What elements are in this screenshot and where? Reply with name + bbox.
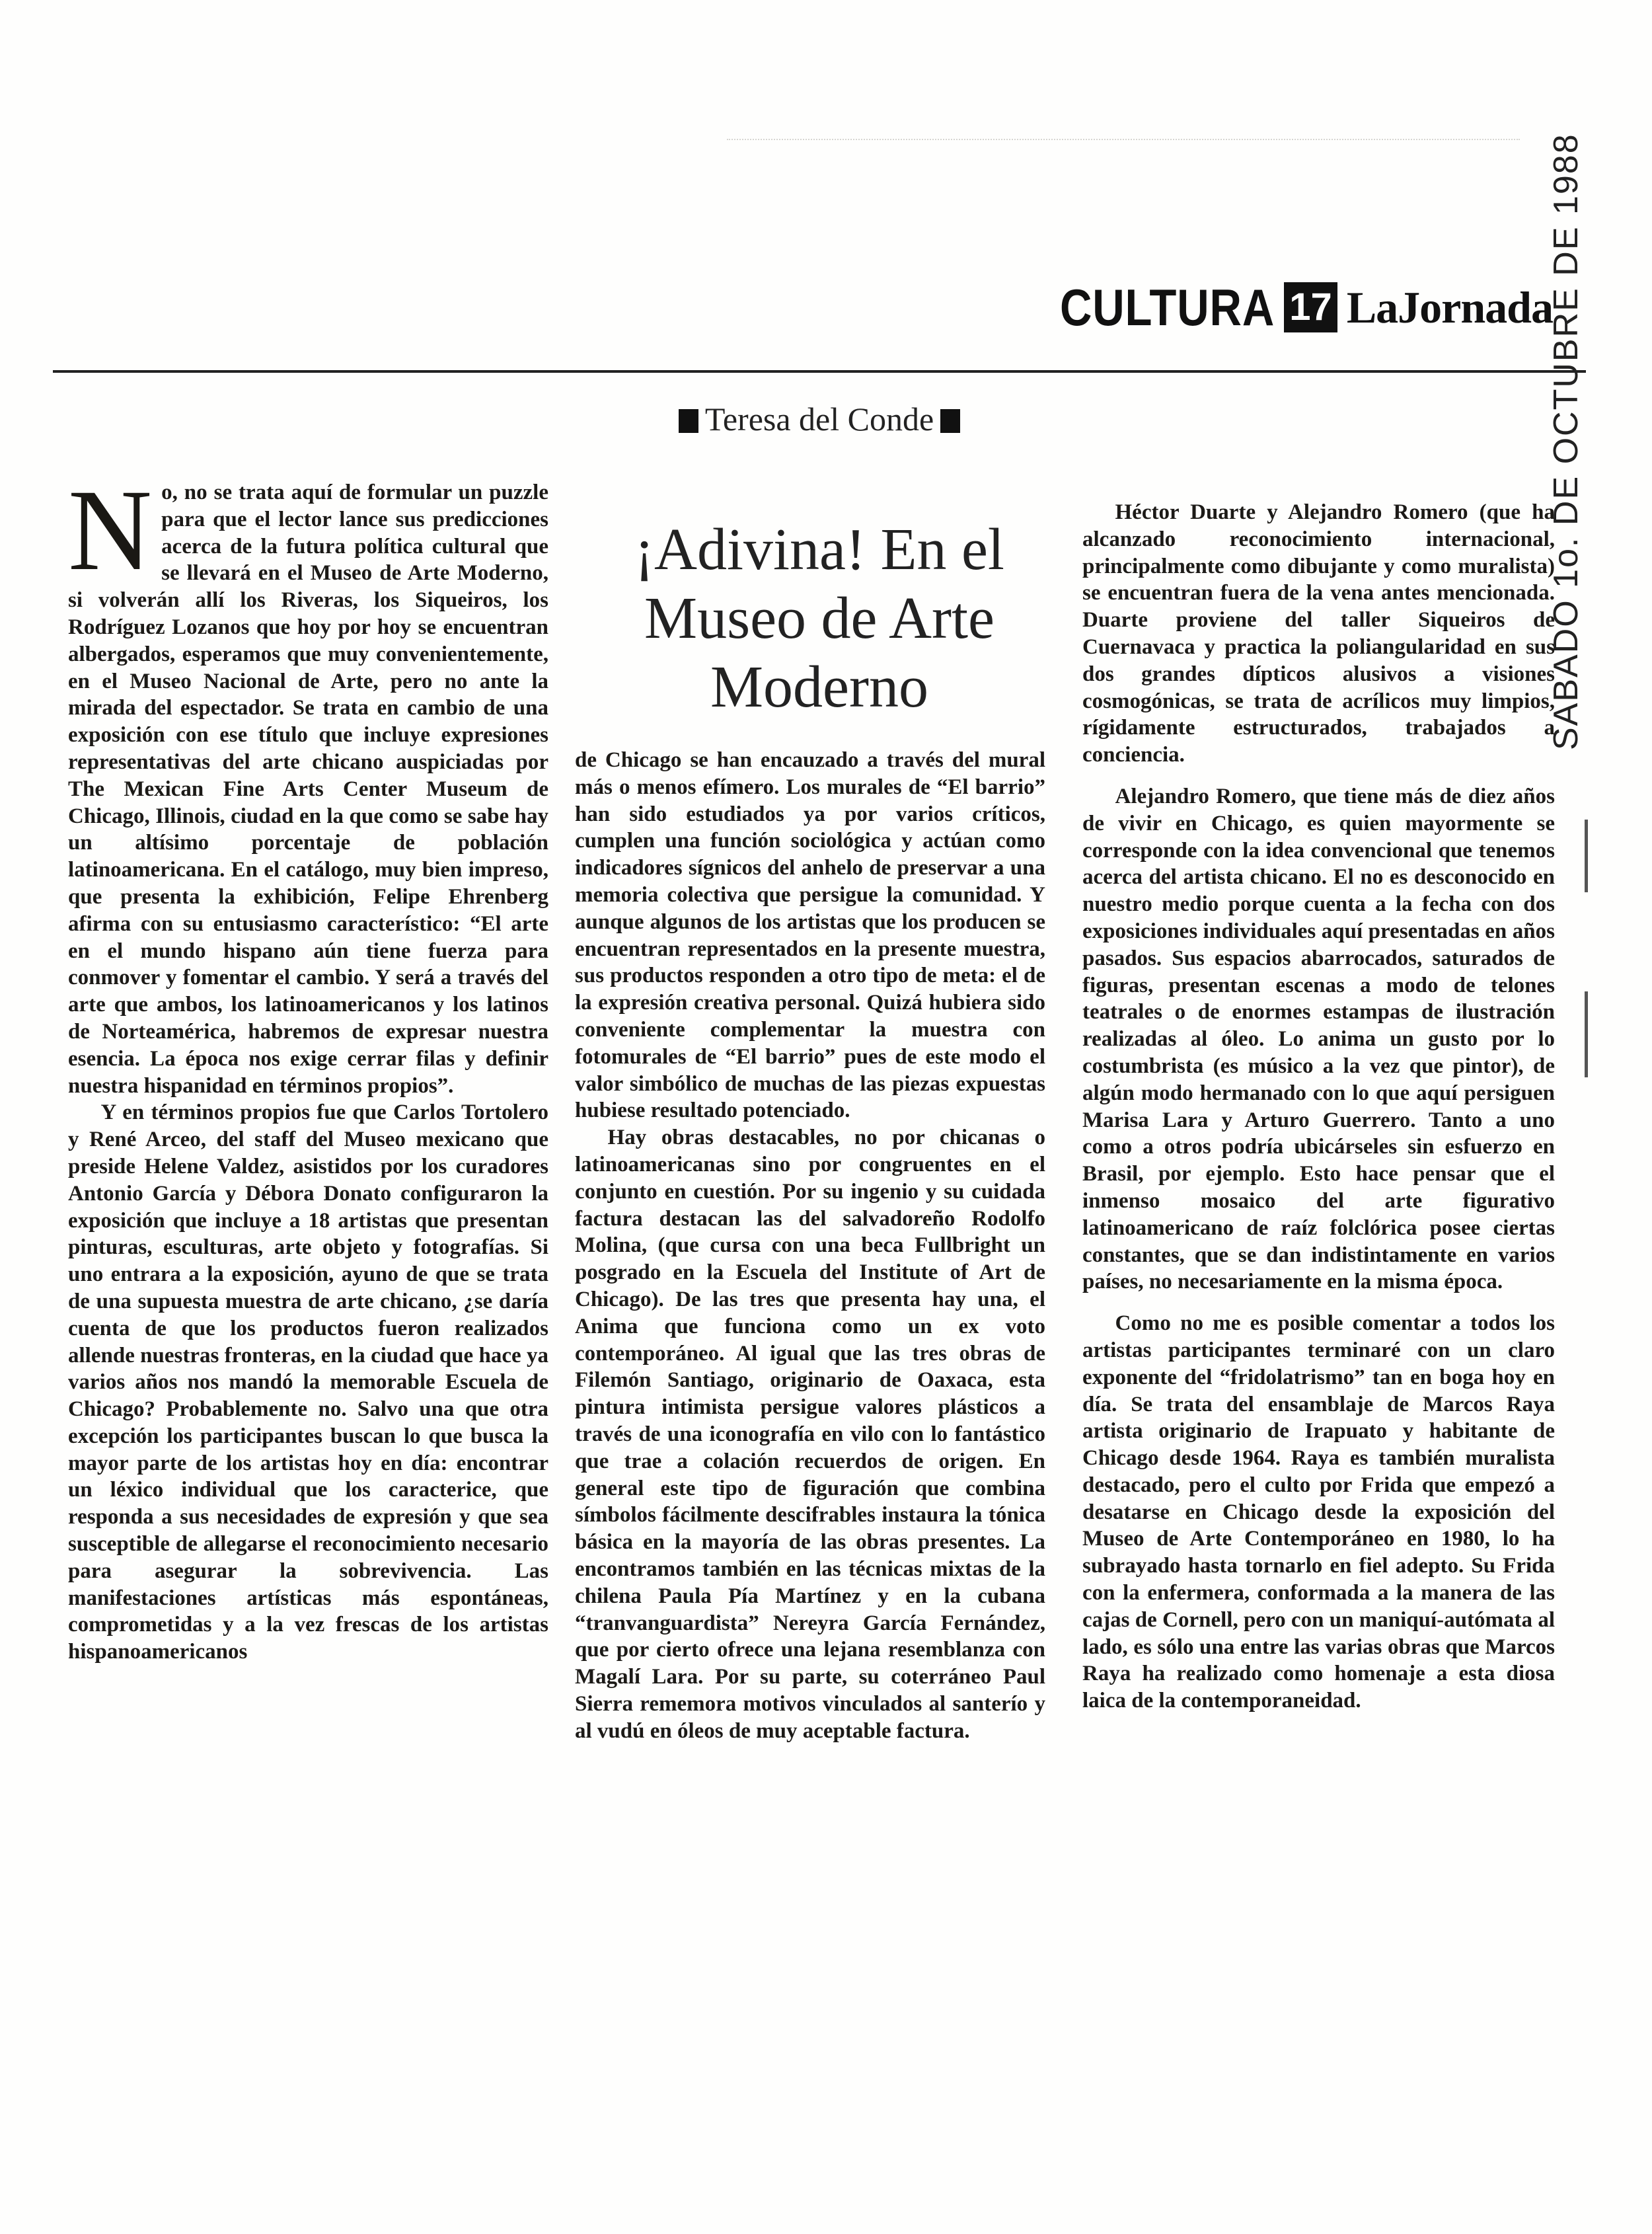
section-name: CULTURA xyxy=(1060,278,1275,336)
paragraph: o, no se trata aquí de formular un puzzle para que el lector lance sus predicciones acerca de la futura política cultural que se llevará en el Museo de Arte Moderno, si volverán allí los Riveras, los Siqueiros, los Rodríguez Lozanos que hoy por hoy se encuentran albergados, esperamos que muy convenientemente, en el Museo Nacional de Arte, pero no ante la mirada del espectador. Se trata en cambio de una exposición con ese título que incluye expresiones representativas del arte chicano auspiciadas por The Mexican Fine Arts Center Museum de Chicago, Illinois, ciudad en la que como se sabe hay un altísimo porcentaje de población latinoamericana. En el catálogo, muy bien impreso, que presenta la exhibición, Felipe Ehrenberg afirma con su entusiasmo característico: “El arte en el mundo hispano aún tiene fuerza para conmover y fomentar el cambio. Y será a través del arte que ambos, los latinoamericanos y los latinos de Norteamérica, habremos de expresar nuestra esencia. La época nos exige cerrar filas y definir nuestra hispanidad en términos propios”. xyxy=(68,481,548,1098)
article-column-3 xyxy=(1082,499,1555,1714)
author-name: Teresa del Conde xyxy=(704,401,934,438)
scan-artifact xyxy=(727,139,1520,180)
bullet-square-icon xyxy=(940,409,960,433)
edge-mark xyxy=(1585,991,1588,1077)
paragraph: de Chicago se han encauzado a través del mural más o menos efímero. Los murales de “El barrio” han sido estudiados ya por varios críticos, cumplen una función sociológica y actúan como indicadores sígnicos del anhelo de preservar a una memoria colectiva que persigue la comunidad. Y aunque algunos de los artistas que los producen se encuentran representados en la presente muestra, sus productos responden a otro tipo de meta: el de la expresión creativa personal. Quizá hubiera sido conveniente complementar la muestra con fotomurales de “El barrio” pues de este modo el valor simbólico de muchas de las piezas expuestas hubiese resultado potenciado. xyxy=(575,748,1045,1123)
article-title: ¡Adivina! En el Museo de Arte Moderno xyxy=(634,517,1004,720)
edge-mark xyxy=(1585,820,1588,892)
article-column-1 xyxy=(68,466,548,1666)
page-number: 17 xyxy=(1284,282,1337,332)
byline xyxy=(634,400,1004,438)
header-rule xyxy=(53,370,1586,373)
paragraph: Héctor Duarte y Alejandro Romero (que ha alcanzado reconocimiento internacional, principalmente como dibujante y como muralista) se encuentran fuera de la vena antes mencionada. Duarte proviene del taller Siqueiros de Cuernavaca y practica la poliangularidad en sus dos grandes dípticos alusivos a visiones cosmogónicas, se trata de acrílicos muy limpios, rígidamente estructurados, trabajados a conciencia. xyxy=(1082,500,1555,767)
article-column-2 xyxy=(575,747,1045,1744)
paragraph: Hay obras destacables, no por chicanas o latinoamericanas sino por congruentes en el conjunto en cuestión. Por su ingenio y su cuidada factura destacan las del salvadoreño Rodolfo Molina, (que cursa con una beca Fullbright un posgrado en la Escuela del Institute of Art de Chicago). De las tres que presenta hay una, el Anima que funciona como un ex voto contemporáneo. Al igual que las tres obras de Filemón Santiago, originario de Oaxaca, esta pintura intimista persigue valores plásticos a través de una iconografía en vilo con lo fantástico que trae a colación recuerdos de origen. En general este tipo de figuración que combina símbolos fácilmente descifrables instaura la tónica básica en la mayoría de las obras presentes. La encontramos también en las técnicas mixtas de la chilena Paula Pía Martínez y en la cubana “tranvanguardista” Nereyra García Fernández, que por cierto ofrece una lejana resemblanza con Magalí Lara. Por su parte, su coterráneo Paul Sierra rememora motivos vinculados al santerío y al vudú en óleos de muy aceptable factura. xyxy=(575,1126,1045,1743)
masthead-logo: LaJornada xyxy=(1346,282,1553,332)
paragraph: Como no me es posible comentar a todos los artistas participantes terminaré con un claro exponente del “fridolatrismo” tan en boga hoy en día. Se trata del ensamblaje de Marcos Raya artista originario de Irapuato y habitante de Chicago desde 1964. Raya es también muralista destacado, pero el culto por Frida que empezó a desatarse en Chicago desde la exposición del Museo de Arte Contemporáneo en 1980, lo ha subrayado hasta tornarlo en fiel adepto. Su Frida con la enfermera, conformada a la manera de las cajas de Cornell, pero con un maniquí-autómata al lado, es sólo una entre las varias obras que Marcos Raya ha realizado como homenaje a esta diosa laica de la contemporaneidad. xyxy=(1082,1311,1555,1713)
bullet-square-icon xyxy=(679,409,698,433)
drop-cap: N xyxy=(68,466,153,595)
page-header xyxy=(1025,278,1553,337)
publication-date: SABADO 1o. DE OCTUBRE DE 1988 xyxy=(1547,133,1585,750)
paragraph: Y en términos propios fue que Carlos Tortolero y René Arceo, del staff del Museo mexicano que preside Helene Valdez, asistidos por los curadores Antonio García y Débora Donato configuraron la exposición que incluye a 18 artistas que presentan pinturas, esculturas, arte objeto y fotografías. Si uno entrara a la exposición, ayuno de que se trata de una supuesta muestra de arte chicano, ¿se daría cuenta de que los productos fueron realizados allende nuestras fronteras, en la ciudad que hace ya varios años nos mandó la memorable Escuela de Chicago? Probablemente no. Salvo una que otra excepción los participantes buscan lo que busca la mayor parte de los artistas hoy en día: encontrar un léxico individual que los caracterice, que responda a sus necesidades de expresión y que sea susceptible de allegarse el reconocimiento necesario para asegurar la sobrevivencia. Las manifestaciones artísticas más espontáneas, comprometidas y a la vez frescas de los artistas hispanoamericanos xyxy=(68,1100,548,1664)
paragraph: Alejandro Romero, que tiene más de diez años de vivir en Chicago, es quien mayormente se corresponde con la idea convencional que tenemos acerca del artista chicano. El no es desconocido en nuestro medio porque cuenta a la fecha con dos exposiciones individuales aquí presentadas en años pasados. Sus espacios abarrocados, saturados de figuras, presentan escenas a modo de telones teatrales o de enormes estampas de ilustración realizadas al óleo. Lo anima un gusto por lo costumbrista (es músico a la vez que pintor), de algún modo hermanado con lo que aquí persiguen Marisa Lara y Arturo Guerrero. Tanto a uno como a otros podría ubicárseles sin esfuerzo en Brasil, por ejemplo. Esto hace pensar que el inmenso mosaico del arte figurativo latinoamericano de raíz folclórica posee ciertas constantes, que se dan indistintamente en varios países, no necesariamente en la misma época. xyxy=(1082,784,1555,1294)
